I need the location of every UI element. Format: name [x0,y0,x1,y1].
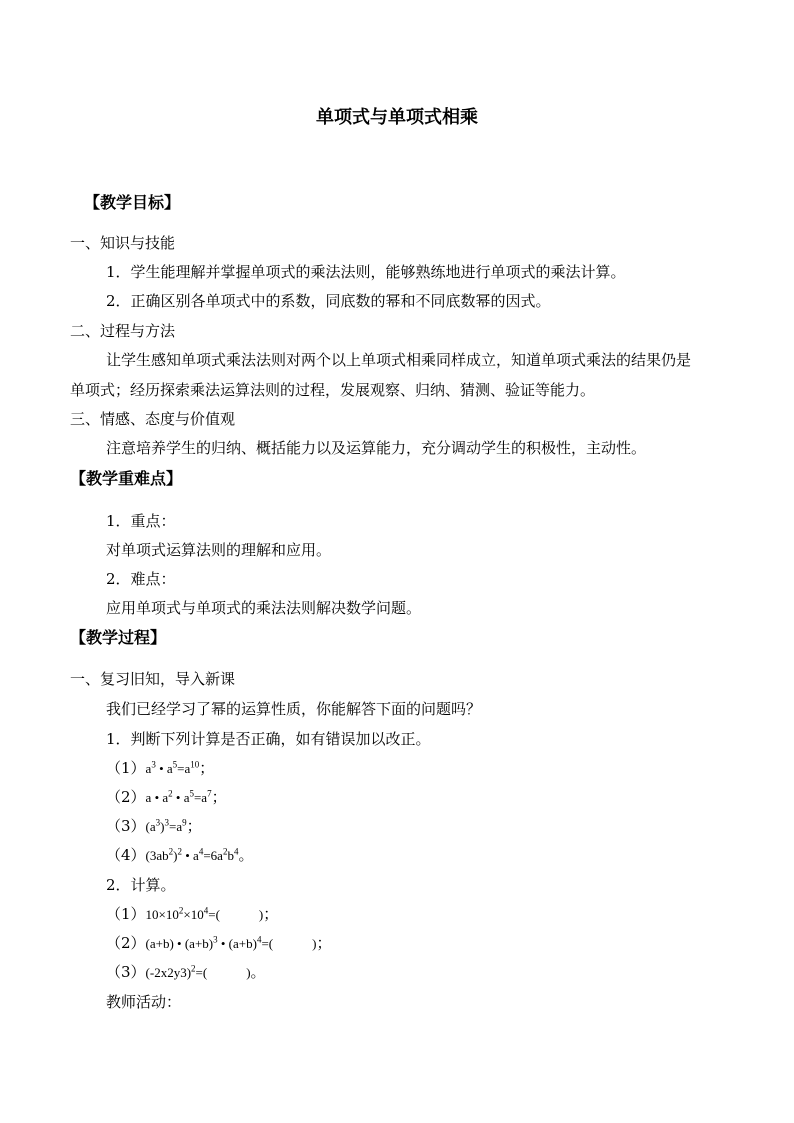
subsection-review: 一、复习旧知，导入新课 [70,670,236,688]
subsection-knowledge: 一、知识与技能 [70,234,176,252]
section-heading-key-points: 【教学重难点】 [70,469,183,488]
punctuation: ； [186,817,202,835]
question-2-item-3 [106,962,266,983]
item-number: （1） [106,905,146,923]
goal-item-2: 2．正确区别各单项式中的系数，同底数的幂和不同底数幂的因式。 [106,292,551,310]
review-intro: 我们已经学习了幂的运算性质，你能解答下面的问题吗？ [106,700,482,718]
process-method-paragraph-line1: 让学生感知单项式乘法法则对两个以上单项式相乘同样成立，知道单项式乘法的结果仍是 [106,351,692,369]
section-heading-goals: 【教学目标】 [84,193,181,212]
math-expression: a • $a^2$ • $a^5=a^7$ [145,788,212,805]
process-method-paragraph-line2: 单项式；经历探索乘法运算法则的过程，发展观察、归纳、猜测、验证等能力。 [70,381,596,399]
math-expression: $(3ab^2)^2$ • $a^4=6a^2b^4$ [145,846,239,863]
key-point-text: 对单项式运算法则的理解和应用。 [106,541,332,559]
subsection-attitude: 三、情感、态度与价值观 [70,410,236,428]
item-number: （2） [106,934,146,952]
item-number: （3） [106,817,146,835]
math-expression: $(-2x2y3)^2=$( ) [145,963,251,980]
question-2-item-2 [106,933,331,954]
difficulty-label: 2．难点： [106,570,176,588]
item-number: （2） [106,788,146,806]
question-2: 2．计算。 [106,876,176,894]
question-1-item-4 [106,845,253,866]
punctuation: ； [316,934,332,952]
section-heading-process: 【教学过程】 [70,628,167,647]
punctuation: 。 [238,846,254,864]
punctuation: 。 [250,963,266,981]
question-1-item-3 [106,816,202,837]
teacher-activity-label: 教师活动： [106,993,182,1011]
math-expression: $(a^3)^3=a^9$ [145,817,187,834]
math-expression: $a^3$ • $a^5=a^{10}$ [145,759,200,776]
page-title: 单项式与单项式相乘 [316,107,478,128]
math-expression: $10\times 10^2\times 10^4=$( ) [145,905,264,922]
attitude-paragraph: 注意培养学生的归纳、概括能力以及运算能力，充分调动学生的积极性，主动性。 [106,439,647,457]
item-number: （3） [106,963,146,981]
key-point-label: 1．重点： [106,512,176,530]
math-expression: (a+b) • $(a+b)^3$ • $(a+b)^4=$( ) [145,934,317,951]
question-2-item-1 [106,904,278,925]
punctuation: ； [263,905,279,923]
question-1-item-2 [106,787,227,808]
question-1: 1．判断下列计算是否正确，如有错误加以改正。 [106,730,431,748]
difficulty-text: 应用单项式与单项式的乘法法则解决数学问题。 [106,599,422,617]
item-number: （1） [106,759,146,777]
item-number: （4） [106,846,146,864]
subsection-process-method: 二、过程与方法 [70,322,176,340]
punctuation: ； [211,788,227,806]
question-1-item-1 [106,758,214,779]
punctuation: ； [199,759,215,777]
goal-item-1: 1．学生能理解并掌握单项式的乘法法则，能够熟练地进行单项式的乘法计算。 [106,263,626,281]
